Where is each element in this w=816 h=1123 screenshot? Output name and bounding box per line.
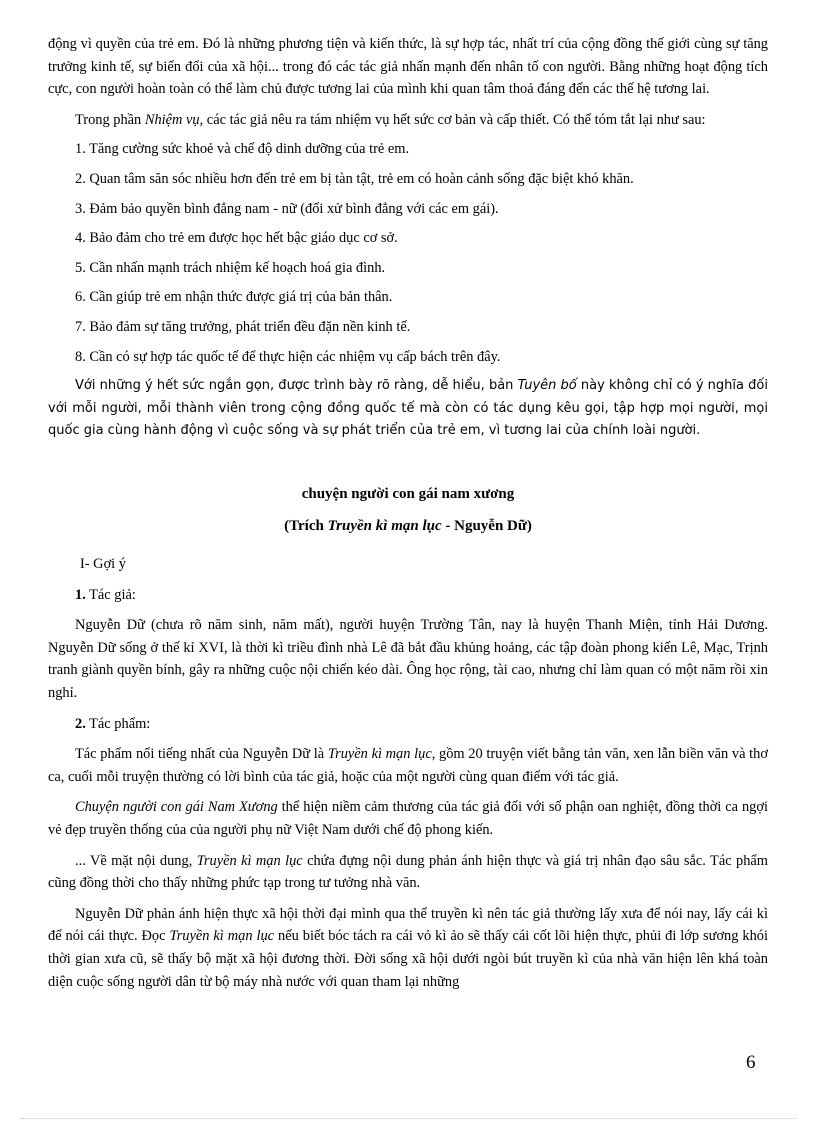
author-paragraph: Nguyễn Dữ (chưa rõ năm sinh, năm mất), người huyện Trường Tân, nay là huyện Thanh Miện, tỉnh Hải Dương. Nguyễn Dữ sống ở thế kỉ XVI, là thời kì triều đình nhà Lê đã bắt đầu khủng hoảng, các tập đoàn phong kiến Lê, Mạc, Trịnh tranh giành quyền bính, gây ra những cuộc nội chiến kéo dài. Ông học rộng, tài cao, nhưng chỉ làm quan có một năm rồi xin nghỉ. — [48, 617, 768, 702]
list-item-8: 8. Cần có sự hợp tác quốc tế để thực hiện các nhiệm vụ cấp bách trên đây. — [75, 348, 501, 365]
conclusion-text-start: Với những ý hết sức ngắn gọn, được trình bày rõ ràng, dễ hiểu, bản — [75, 378, 518, 394]
tasks-text-end: , các tác giả nêu ra tám nhiệm vụ hết sức cơ bản và cấp thiết. Có thể tóm tắt lại như sau: — [199, 111, 706, 128]
work-paragraph-2 — [48, 796, 768, 841]
conclusion-paragraph — [48, 375, 768, 443]
list-item-6: 6. Cần giúp trẻ em nhận thức được giá trị của bản thân. — [75, 289, 393, 306]
work-label: Tác phẩm: — [85, 715, 151, 732]
section-subtitle — [48, 515, 768, 538]
work-p4-end: nếu biết bóc tách ra cái vỏ kì ảo sẽ thấy cái cốt lõi hiện thực, phủi đi lớp sương khói thời gian xưa cũ, sẽ thấy bộ mặt xã hội đương thời. Đời sống xã hội dưới ngòi bút truyền kì của nhà văn hiện lên khá toàn diện cuộc sống người dân từ bộ máy nhà nước với quan tham lại những — [48, 928, 768, 990]
work-p1-end: , gồm 20 truyện viết bằng tản văn, xen lẫn biền văn và thơ ca, cuối mỗi truyện thường có lời bình của tác giả, hoặc của một người cùng quan điểm với tác giả. — [48, 746, 768, 785]
subtitle-italic: Truyền kì mạn lục — [327, 517, 442, 534]
conclusion-italic: Tuyên bố — [517, 378, 577, 394]
section-title: chuyện người con gái nam xương — [301, 485, 515, 502]
work-p1-start: Tác phẩm nổi tiếng nhất của Nguyễn Dữ là — [75, 746, 328, 763]
work-heading — [48, 713, 768, 736]
author-heading — [48, 584, 768, 607]
work-p3-italic: Truyền kì mạn lục — [196, 852, 303, 869]
work-paragraph-3 — [48, 850, 768, 895]
work-p4-italic: Truyền kì mạn lục — [169, 928, 275, 945]
intro-paragraph: động vì quyền của trẻ em. Đó là những phương tiện và kiến thức, là sự hợp tác, nhất trí của cộng đồng thế giới cùng sự tăng trưởng kinh tế, sự biến đổi của xã hội... trong đó các tác giả nhấn mạnh đến nhân tố con người. Bằng những hoạt động tích cực, con người hoàn toàn có thể làm chủ được tương lai của mình khi quan tâm thoả đáng đến các thế hệ tương lai. — [48, 36, 768, 98]
work-p2-italic: Chuyện người con gái Nam Xương — [75, 799, 278, 816]
heading-goi-y: I- Gợi ý — [80, 556, 126, 573]
list-item-2: 2. Quan tâm săn sóc nhiều hơn đến trẻ em bị tàn tật, trẻ em có hoàn cảnh sống đặc biệt khó khăn. — [75, 170, 634, 187]
list-item-1: 1. Tăng cường sức khoẻ và chế độ dinh dưỡng của trẻ em. — [75, 141, 410, 158]
author-number: 1. — [75, 586, 86, 603]
work-number: 2. — [75, 715, 86, 732]
author-label: Tác giả: — [85, 586, 136, 603]
work-p4-start: Nguyễn Dữ phản ánh hiện thực xã hội thời đại mình qua thể truyền kì nên tác giả thường lấy xưa để nói nay, lấy cái kì để nói cái thực. Đọc — [48, 905, 768, 945]
work-p3-start: ... Về mặt nội dung, — [75, 852, 197, 869]
tasks-paragraph — [48, 109, 768, 132]
tasks-italic: Nhiệm vụ — [144, 111, 200, 128]
list-item-3: 3. Đảm bảo quyền bình đẳng nam - nữ (đối xử bình đẳng với các em gái). — [75, 200, 499, 217]
footer-divider — [20, 1118, 796, 1119]
subtitle-text-end: - Nguyễn Dữ) — [441, 517, 532, 534]
work-paragraph-4 — [48, 903, 768, 993]
list-item-4: 4. Bảo đảm cho trẻ em được học hết bậc giáo dục cơ sở. — [75, 230, 398, 247]
work-p2-end: thể hiện niềm cảm thương của tác giả đối với số phận oan nghiệt, đồng thời ca ngợi vẻ đẹp truyền thống của của người phụ nữ Việt Nam dưới chế độ phong kiến. — [48, 799, 768, 839]
tasks-text-start: Trong phần — [75, 111, 145, 128]
page-number: 6 — [746, 1052, 756, 1073]
work-p1-italic: Truyền kì mạn lục — [327, 746, 432, 763]
subtitle-text-start: (Trích — [284, 517, 328, 534]
list-item-5: 5. Cần nhấn mạnh trách nhiệm kế hoạch hoá gia đình. — [75, 259, 386, 276]
conclusion-text-end: này không chỉ có ý nghĩa đối với mỗi người, mỗi thành viên trong cộng đồng quốc tế mà còn có tác dụng kêu gọi, tập hợp mọi người, mọi quốc gia cùng hành động vì cuộc sống và sự phát triển của trẻ em, vì tương lai của chính loài người. — [48, 378, 768, 439]
work-p3-end: chứa đựng nội dung phản ánh hiện thực và giá trị nhân đạo sâu sắc. Tác phẩm cũng đồng thời cho thấy những phức tạp trong tư tưởng nhà văn. — [48, 852, 768, 892]
list-item-7: 7. Bảo đảm sự tăng trưởng, phát triển đều đặn nền kinh tế. — [75, 318, 411, 335]
document-page — [48, 0, 768, 993]
work-paragraph-1 — [48, 743, 768, 788]
